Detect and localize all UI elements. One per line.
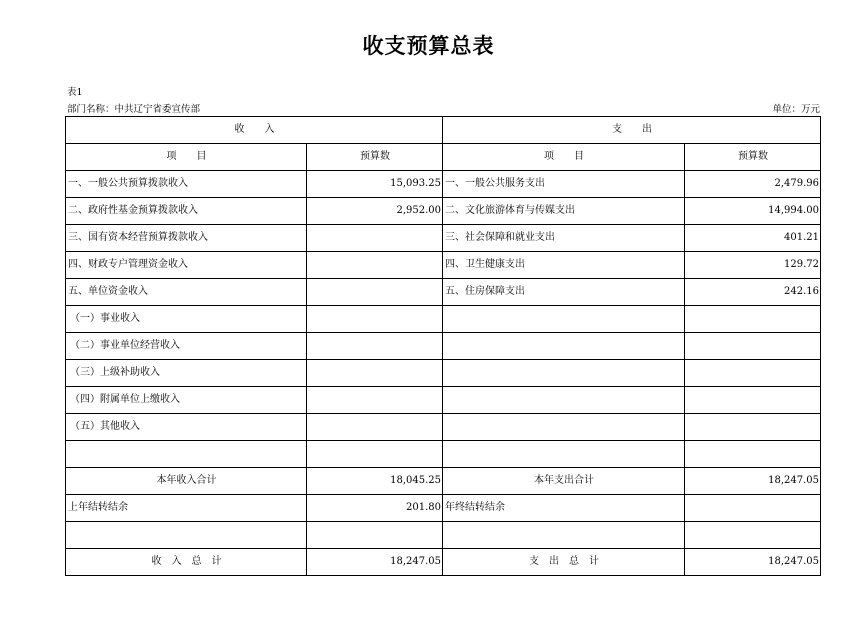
table-row xyxy=(66,225,821,252)
table-number: 表1 xyxy=(67,87,83,98)
expense-total-label: 支 出 总 计 xyxy=(443,549,685,576)
blank-cell xyxy=(307,522,443,549)
income-item: （五）其他收入 xyxy=(66,414,307,441)
income-amount xyxy=(307,252,443,279)
expense-amount: 14,994.00 xyxy=(685,198,821,225)
expense-item xyxy=(443,306,685,333)
table-row xyxy=(66,441,821,468)
blank-cell xyxy=(66,522,307,549)
year-income-label: 本年收入合计 xyxy=(66,468,307,495)
income-item: （四）附属单位上缴收入 xyxy=(66,387,307,414)
blank-row xyxy=(66,522,821,549)
department-name: 部门名称：中共辽宁省委宣传部 xyxy=(67,104,201,115)
expense-item xyxy=(443,441,685,468)
expense-item: 四、卫生健康支出 xyxy=(443,252,685,279)
income-amount: 2,952.00 xyxy=(307,198,443,225)
expense-total-amount: 18,247.05 xyxy=(685,549,821,576)
unit-label: 单位：万元 xyxy=(772,104,820,115)
expense-amount xyxy=(685,360,821,387)
year-income-amount: 18,045.25 xyxy=(307,468,443,495)
carry-over-row xyxy=(66,495,821,522)
income-item: （二）事业单位经营收入 xyxy=(66,333,307,360)
expense-item-header: 项 目 xyxy=(443,144,685,171)
income-item: （三）上级补助收入 xyxy=(66,360,307,387)
income-total-label: 收 入 总 计 xyxy=(66,549,307,576)
income-item: （一）事业收入 xyxy=(66,306,307,333)
income-item: 四、财政专户管理资金收入 xyxy=(66,252,307,279)
table-row xyxy=(66,198,821,225)
table-row xyxy=(66,414,821,441)
expense-amount xyxy=(685,306,821,333)
table-row xyxy=(66,252,821,279)
carry-in-amount: 201.80 xyxy=(307,495,443,522)
expense-item: 五、住房保障支出 xyxy=(443,279,685,306)
income-amount xyxy=(307,279,443,306)
expense-item: 二、文化旅游体育与传媒支出 xyxy=(443,198,685,225)
income-item: 一、一般公共预算拨款收入 xyxy=(66,171,307,198)
grand-total-row xyxy=(66,549,821,576)
carry-out-label: 年终结转结余 xyxy=(443,495,685,522)
carry-in-label: 上年结转结余 xyxy=(66,495,307,522)
income-amount xyxy=(307,387,443,414)
expense-amount: 129.72 xyxy=(685,252,821,279)
table-row xyxy=(66,279,821,306)
blank-cell xyxy=(685,522,821,549)
income-amount xyxy=(307,360,443,387)
expense-item xyxy=(443,333,685,360)
income-group-header: 收 入 xyxy=(66,117,443,144)
income-item: 三、国有资本经营预算拨款收入 xyxy=(66,225,307,252)
expense-amount xyxy=(685,441,821,468)
income-item xyxy=(66,441,307,468)
table-row xyxy=(66,333,821,360)
expense-budget-header: 预算数 xyxy=(685,144,821,171)
year-expense-label: 本年支出合计 xyxy=(443,468,685,495)
income-item: 二、政府性基金预算拨款收入 xyxy=(66,198,307,225)
carry-out-amount xyxy=(685,495,821,522)
income-amount xyxy=(307,306,443,333)
table-row xyxy=(66,306,821,333)
income-budget-header: 预算数 xyxy=(307,144,443,171)
expense-amount xyxy=(685,387,821,414)
table-row xyxy=(66,360,821,387)
expense-amount xyxy=(685,414,821,441)
income-amount xyxy=(307,441,443,468)
budget-table xyxy=(65,116,821,576)
table-row xyxy=(66,171,821,198)
expense-amount: 2,479.96 xyxy=(685,171,821,198)
expense-amount: 401.21 xyxy=(685,225,821,252)
income-amount xyxy=(307,225,443,252)
expense-group-header: 支 出 xyxy=(443,117,821,144)
income-item: 五、单位资金收入 xyxy=(66,279,307,306)
income-total-amount: 18,247.05 xyxy=(307,549,443,576)
income-amount xyxy=(307,333,443,360)
table-row xyxy=(66,387,821,414)
year-total-row xyxy=(66,468,821,495)
expense-item xyxy=(443,360,685,387)
expense-item xyxy=(443,387,685,414)
expense-item xyxy=(443,414,685,441)
column-header-row xyxy=(66,144,821,171)
expense-item: 三、社会保障和就业支出 xyxy=(443,225,685,252)
expense-item: 一、一般公共服务支出 xyxy=(443,171,685,198)
income-item-header: 项 目 xyxy=(66,144,307,171)
year-expense-amount: 18,247.05 xyxy=(685,468,821,495)
expense-amount: 242.16 xyxy=(685,279,821,306)
expense-amount xyxy=(685,333,821,360)
report-title: 收支预算总表 xyxy=(362,34,495,58)
income-amount: 15,093.25 xyxy=(307,171,443,198)
blank-cell xyxy=(443,522,685,549)
income-amount xyxy=(307,414,443,441)
group-header-row xyxy=(66,117,821,144)
